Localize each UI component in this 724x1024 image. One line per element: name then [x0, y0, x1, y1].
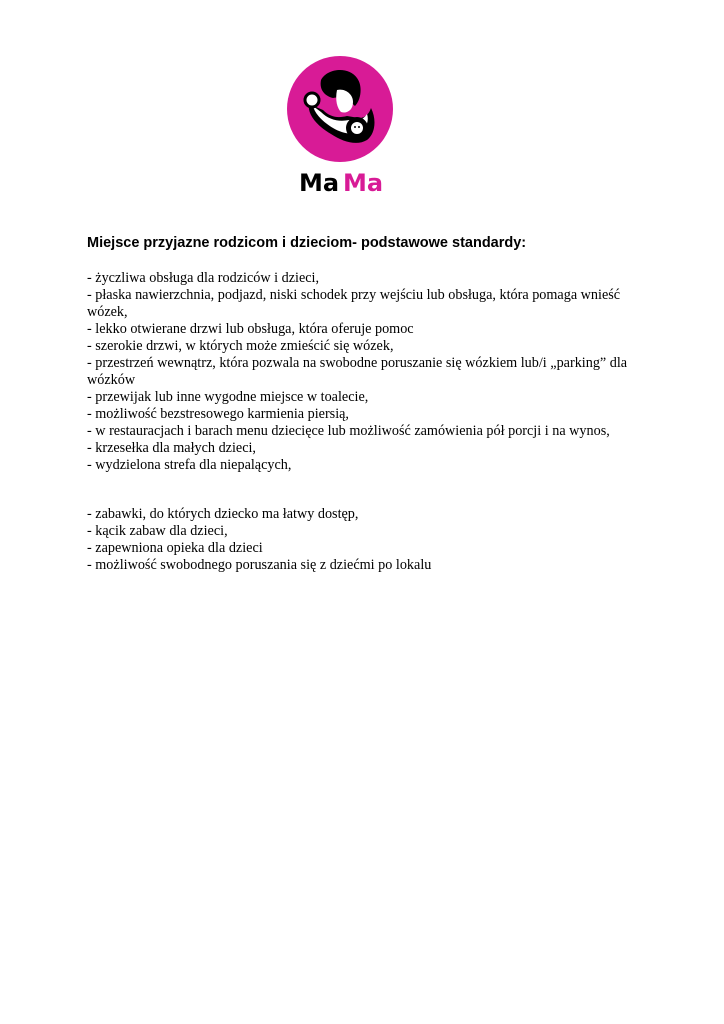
list-item: - lekko otwierane drzwi lub obsługa, która oferuje pomoc	[87, 321, 414, 337]
list-item: - przewijak lub inne wygodne miejsce w toalecie,	[87, 389, 369, 405]
list-item: - przestrzeń wewnątrz, która pozwala na swobodne poruszanie się wózkiem lub/i „parking” dla wózków	[87, 355, 628, 388]
list-item: - szerokie drzwi, w których może zmieścić się wózek,	[87, 338, 394, 354]
mother-with-baby-icon	[287, 56, 393, 162]
mama-wordmark	[297, 168, 385, 196]
document-heading: Miejsce przyjazne rodzicom i dzieciom- podstawowe standardy:	[87, 235, 527, 251]
list-item: - kącik zabaw dla dzieci,	[87, 523, 228, 539]
list-item: - wydzielona strefa dla niepalących,	[87, 457, 292, 473]
list-item: - krzesełka dla małych dzieci,	[87, 440, 256, 456]
standards-list	[87, 270, 647, 474]
wordmark-part-2: Ma	[343, 169, 384, 196]
list-item: - zabawki, do których dziecko ma łatwy dostęp,	[87, 506, 359, 522]
list-item: - możliwość swobodnego poruszania się z dziećmi po lokalu	[87, 557, 432, 573]
mama-logo	[285, 56, 395, 196]
list-item: - życzliwa obsługa dla rodziców i dzieci,	[87, 270, 320, 286]
list-item: - możliwość bezstresowego karmienia piersią,	[87, 406, 349, 422]
list-item: - zapewniona opieka dla dzieci	[87, 540, 263, 556]
wordmark-part-1: Ma	[299, 169, 340, 196]
extras-list	[87, 506, 647, 574]
list-item: - w restauracjach i barach menu dziecięce lub możliwość zamówienia pół porcji i na wynos,	[87, 423, 610, 439]
list-item: - płaska nawierzchnia, podjazd, niski schodek przy wejściu lub obsługa, która pomaga wnieść wózek,	[87, 287, 621, 320]
